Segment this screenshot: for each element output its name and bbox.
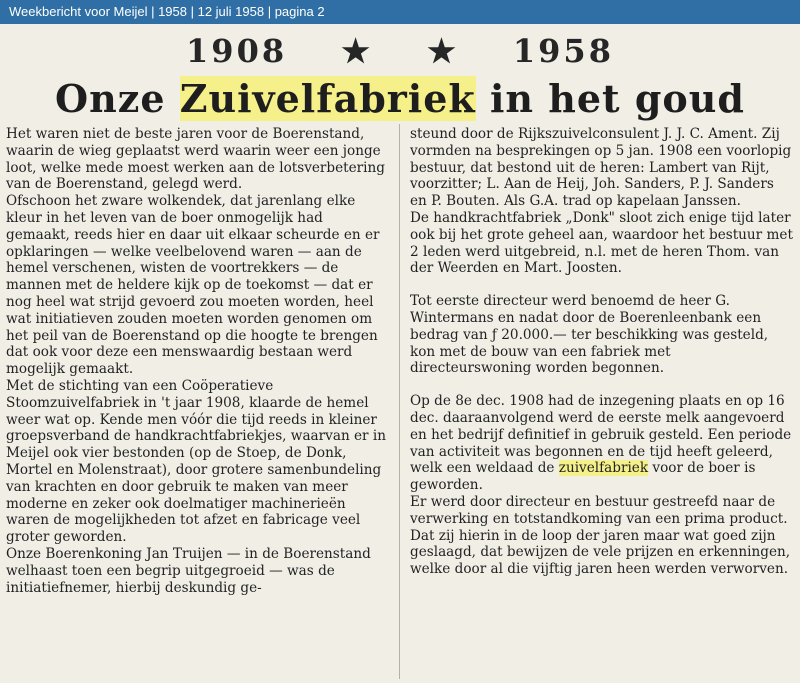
year-left: 1908 (186, 32, 288, 70)
page-title-bar (0, 0, 800, 24)
paragraph: Tot eerste directeur werd benoemd de heer G. Wintermans en nadat door de Boerenleenbank een bedrag van ƒ 20.000.— ter beschikking was gesteld, kon met de bouw van een fabriek met directeurswoning worden begonnen. (410, 293, 769, 377)
article-column-left (6, 126, 390, 596)
highlighted-word: zuivelfabriek (558, 460, 649, 477)
newspaper-clipping (0, 24, 800, 683)
star-icon: ★ (341, 32, 373, 70)
anniversary-banner (0, 32, 800, 70)
paragraph: Ofschoon het zware wolkendek, dat jarenlang elke kleur in het leven van de boer onmogelijk had gemaakt, reeds hier en daar uit elkaar scheurde en er opklaringen — welke veelbelovend waren — aan de hemel verschenen, wisten de voortrekkers — de mannen met de heldere kijk op de toekomst — dat er nog heel wat strijd gevoerd zou moeten worden, heel wat initiatieven zouden moeten worden genomen om het peil van de Boerenstand op die hoogte te brengen dat ook voor deze een menswaardig bestaan werd mogelijk gemaakt. (6, 193, 380, 378)
paragraph: Er werd door directeur en bestuur gestreefd naar de verwerking en totstandkoming van een prima product. Dat zij hierin in de loop der jaren maar wat goed zijn geslaagd, dat bewijzen de vele prijzen en erkenningen, welke door al die vijftig jaren heen werden verworven. (410, 493, 791, 578)
text-run: voor de boer is geworden. (410, 460, 756, 494)
article-headline (0, 76, 800, 121)
column-divider (399, 124, 400, 679)
paragraph (410, 393, 794, 494)
paragraph: De handkrachtfabriek „Donk" sloot zich enige tijd later ook bij het grote geheel aan, waardoor het bestuur met 2 leden werd uitgebreid, n.l. met de heren Thom. van der Weerden en Mart. Joosten. (410, 209, 793, 277)
paragraph: steund door de Rijkszuivelconsulent J. J. C. Ament. Zij vormden na besprekingen op 5 jan. 1908 een voorlopig bestuur, dat bestond uit de heren: Lambert van Rijt, voorzitter; L. Aan de Heij, Joh. Sanders, P. J. Sanders en P. Bouten. Als G.A. trad op kapelaan Janssen. (410, 126, 792, 210)
document-title: Weekbericht voor Meijel | 1958 | 12 juli 1958 | pagina 2 (9, 4, 325, 19)
headline-prefix: Onze (55, 76, 180, 121)
text-run: Op de 8e dec. 1908 had de inzegening plaats en op 16 dec. daaraanvolgend werd de eerste melk aangevoerd en het bedrijf definitief in gebruik gesteld. Een periode van activiteit was begonnen en de tijd heeft geleerd, welk een weldaad de (410, 393, 792, 477)
year-right: 1958 (512, 32, 614, 70)
article-column-right (410, 126, 794, 578)
paragraph: Onze Boerenkoning Jan Truijen — in de Boerenstand welhaast toen een begrip uitgegroeid — was de initiatiefnemer, hierbij deskundig ge- (6, 545, 371, 596)
star-icon: ★ (427, 32, 459, 70)
headline-suffix: in het goud (475, 76, 745, 121)
headline-highlighted-word: Zuivelfabriek (179, 76, 476, 121)
paragraph: Het waren niet de beste jaren voor de Boerenstand, waarin de wieg geplaatst werd waarin weer een jonge loot, welke mede moest werken aan de lotsverbetering van de Boerenstand, gelegd werd. (6, 126, 385, 193)
paragraph: Met de stichting van een Coöperatieve Stoomzuivelfabriek in 't jaar 1908, klaarde de hemel weer wat op. Kende men vóór die tijd reeds in kleiner groepsverband de handkrachtfabriekjes, waarvan er in Meijel ook vier bestonden (op de Stoep, de Donk, Mortel en Molenstraat), door grotere samenbundeling van krachten en door gebruik te maken van meer moderne en zeker ook doelmatiger machinerieën waren de mogelijkheden tot afzet en fabricage veel groter geworden. (6, 377, 386, 546)
